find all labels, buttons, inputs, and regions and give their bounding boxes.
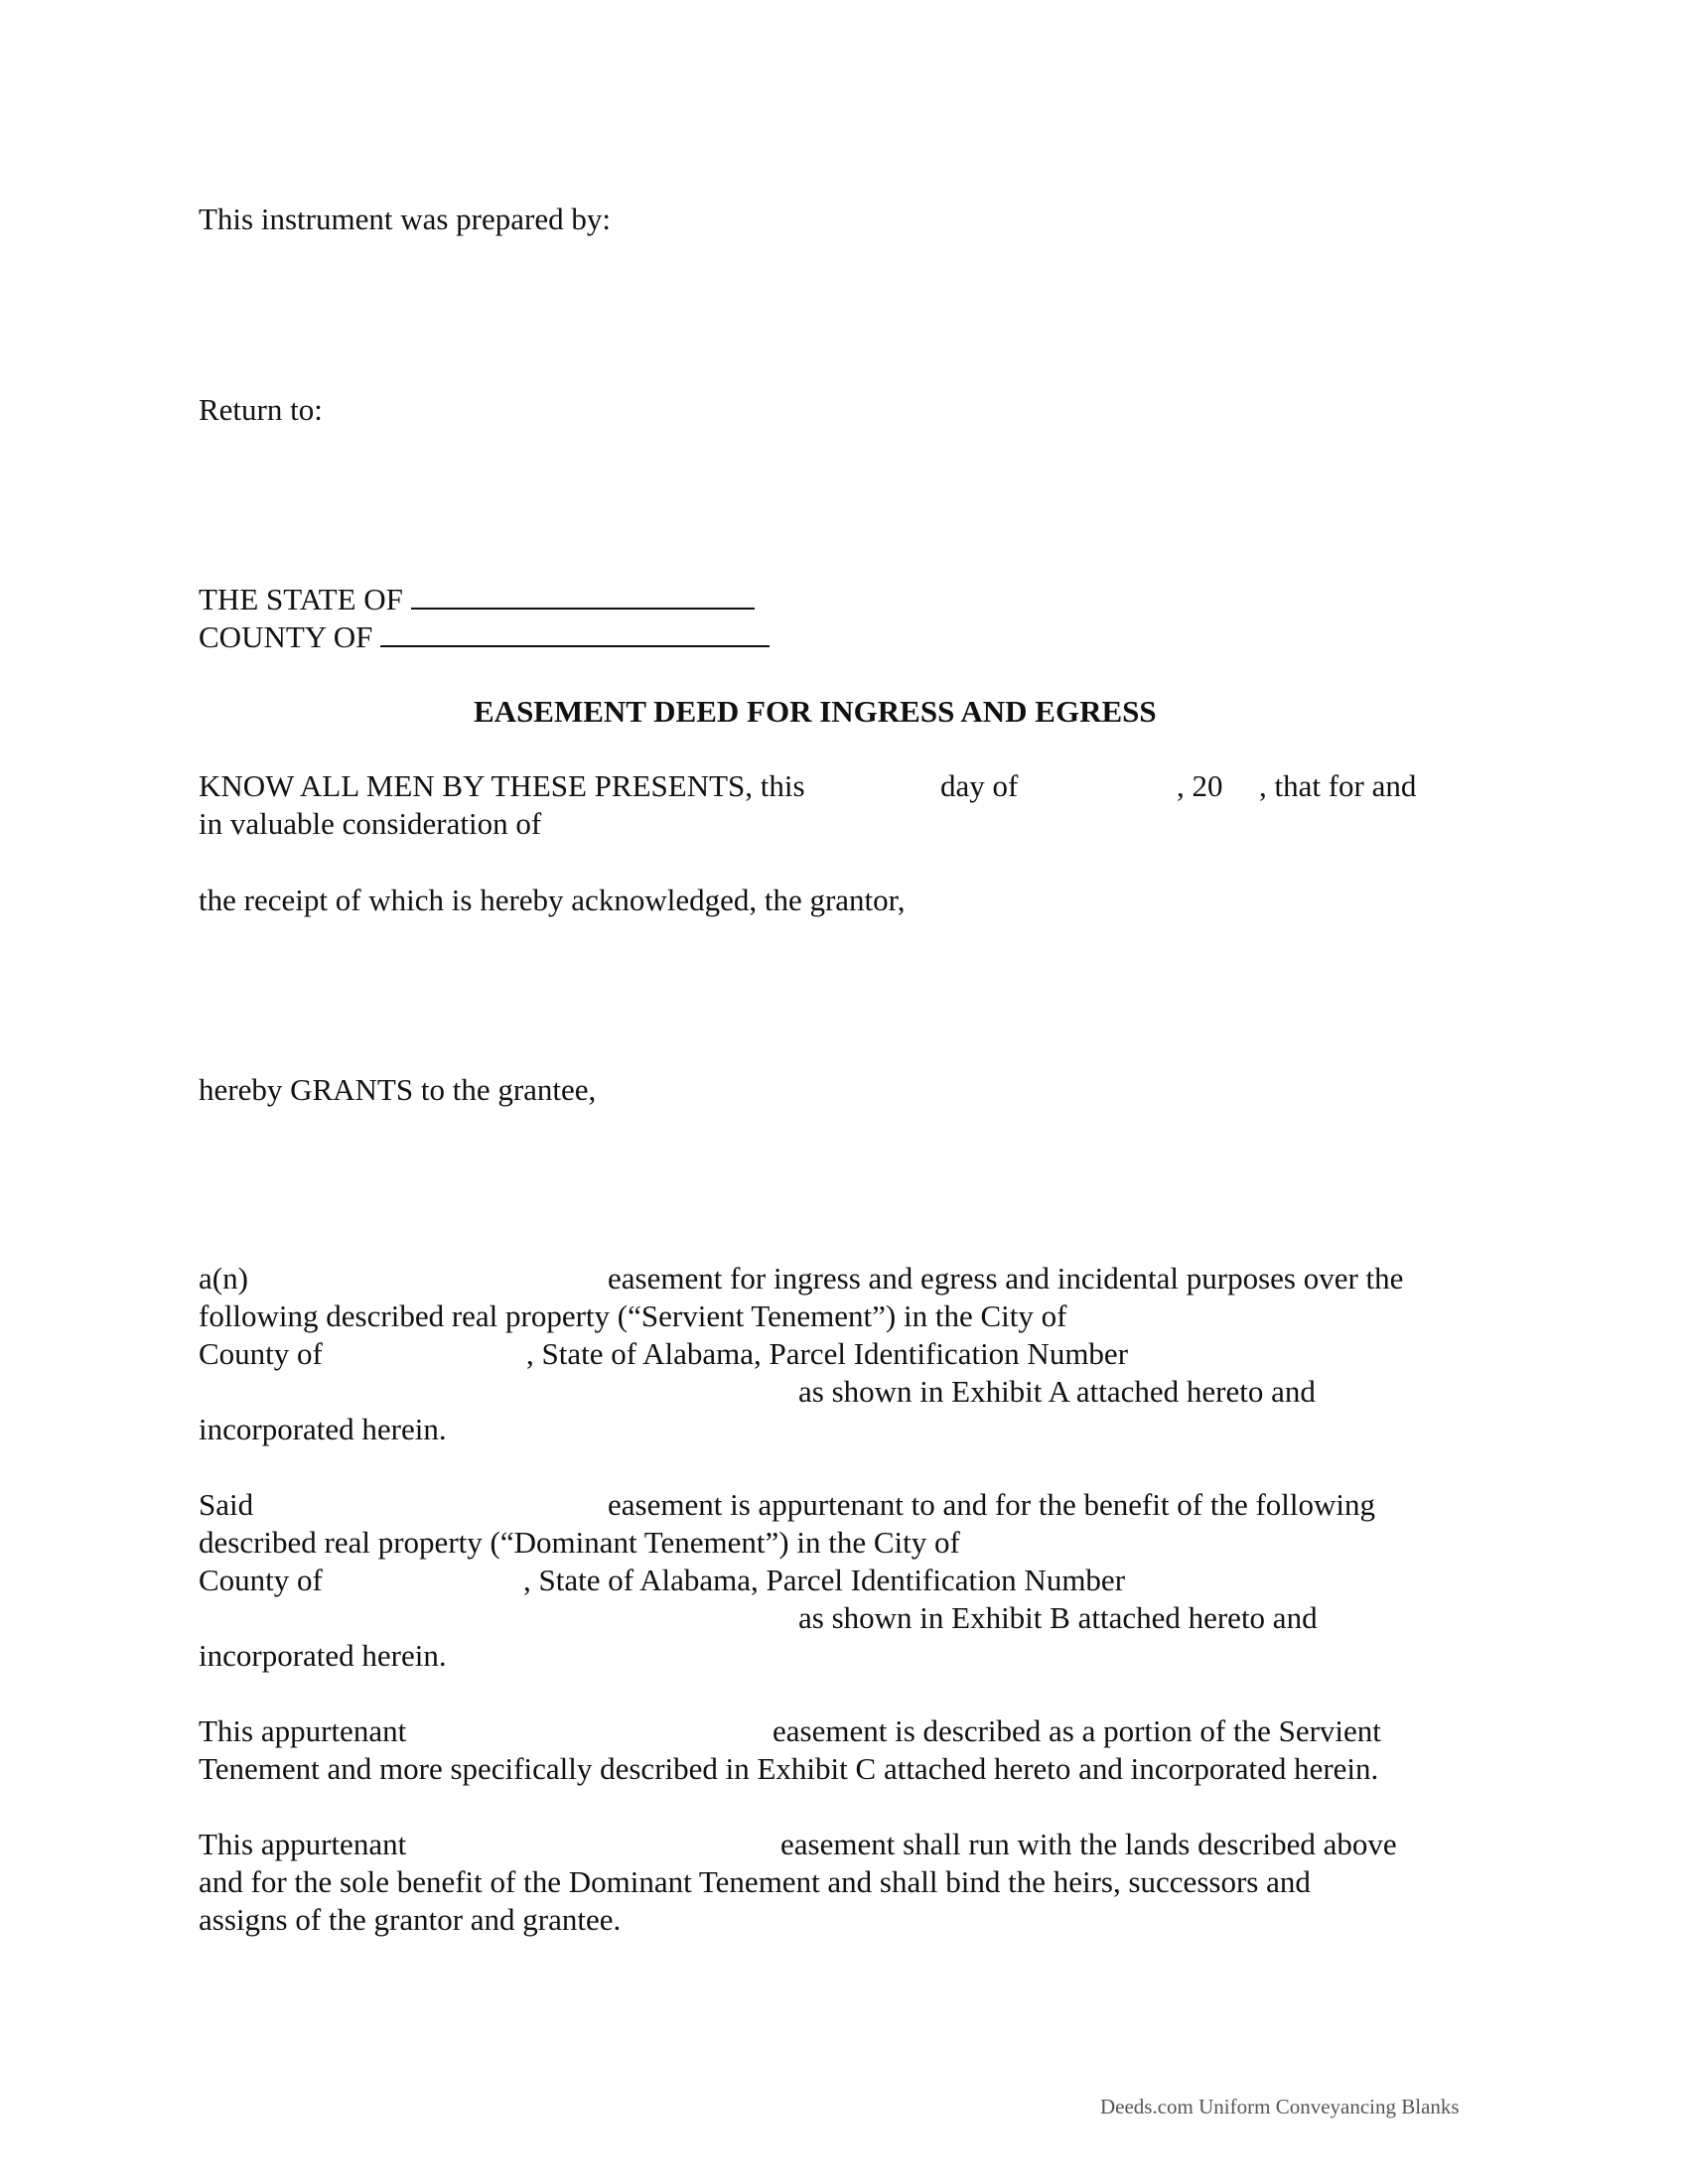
servient-text-b: easement for ingress and egress and incidental purposes over the: [608, 1261, 1404, 1296]
description-text-a: This appurtenant: [199, 1713, 407, 1748]
servient-line-2: following described real property (“Servient Tenement”) in the City of: [199, 1298, 1067, 1333]
description-text-b: easement is described as a portion of the Servient: [773, 1713, 1381, 1748]
servient-state-text: , State of Alabama, Parcel Identification Number: [526, 1336, 1129, 1371]
county-of-line: [199, 619, 770, 652]
state-of-label: THE STATE OF: [199, 582, 403, 616]
grants-text: hereby GRANTS to the grantee,: [199, 1072, 597, 1107]
runs-text-b: easement shall run with the lands described above: [780, 1827, 1397, 1861]
dominant-county-label: County of: [199, 1563, 323, 1597]
intro-text-d: , that for and: [1259, 768, 1417, 803]
county-of-label: COUNTY OF: [199, 619, 373, 654]
runs-line-2: and for the sole benefit of the Dominant Tenement and shall bind the heirs, successors and: [199, 1864, 1311, 1899]
dominant-line-5: incorporated herein.: [199, 1638, 447, 1673]
return-to-label: Return to:: [199, 392, 323, 427]
page-footer: Deeds.com Uniform Conveyancing Blanks: [1100, 2095, 1460, 2118]
prepared-by-label: This instrument was prepared by:: [199, 202, 611, 236]
runs-text-a: This appurtenant: [199, 1827, 407, 1861]
dominant-exhibit-text: as shown in Exhibit B attached hereto and: [798, 1600, 1318, 1635]
description-line-2: Tenement and more specifically described in Exhibit C attached hereto and incorporated herein.: [199, 1751, 1379, 1786]
state-of-line: [199, 582, 755, 614]
intro-line-2: in valuable consideration of: [199, 806, 542, 841]
state-blank: [411, 582, 755, 610]
servient-exhibit-text: as shown in Exhibit A attached hereto and: [798, 1374, 1316, 1409]
county-blank: [380, 619, 770, 647]
dominant-text-b: easement is appurtenant to and for the benefit of the following: [608, 1487, 1376, 1522]
dominant-text-a: Said: [199, 1487, 254, 1522]
runs-line-3: assigns of the grantor and grantee.: [199, 1902, 622, 1937]
dominant-state-text: , State of Alabama, Parcel Identification Number: [523, 1563, 1126, 1597]
document-title: EASEMENT DEED FOR INGRESS AND EGRESS: [474, 694, 1157, 729]
servient-county-label: County of: [199, 1336, 323, 1371]
intro-text-c: , 20: [1177, 768, 1223, 803]
intro-text-a: KNOW ALL MEN BY THESE PRESENTS, this: [199, 768, 805, 803]
receipt-text: the receipt of which is hereby acknowledged, the grantor,: [199, 883, 906, 917]
dominant-line-2: described real property (“Dominant Tenement”) in the City of: [199, 1525, 960, 1560]
servient-line-5: incorporated herein.: [199, 1412, 447, 1446]
intro-text-b: day of: [940, 768, 1019, 803]
servient-text-a: a(n): [199, 1261, 248, 1296]
